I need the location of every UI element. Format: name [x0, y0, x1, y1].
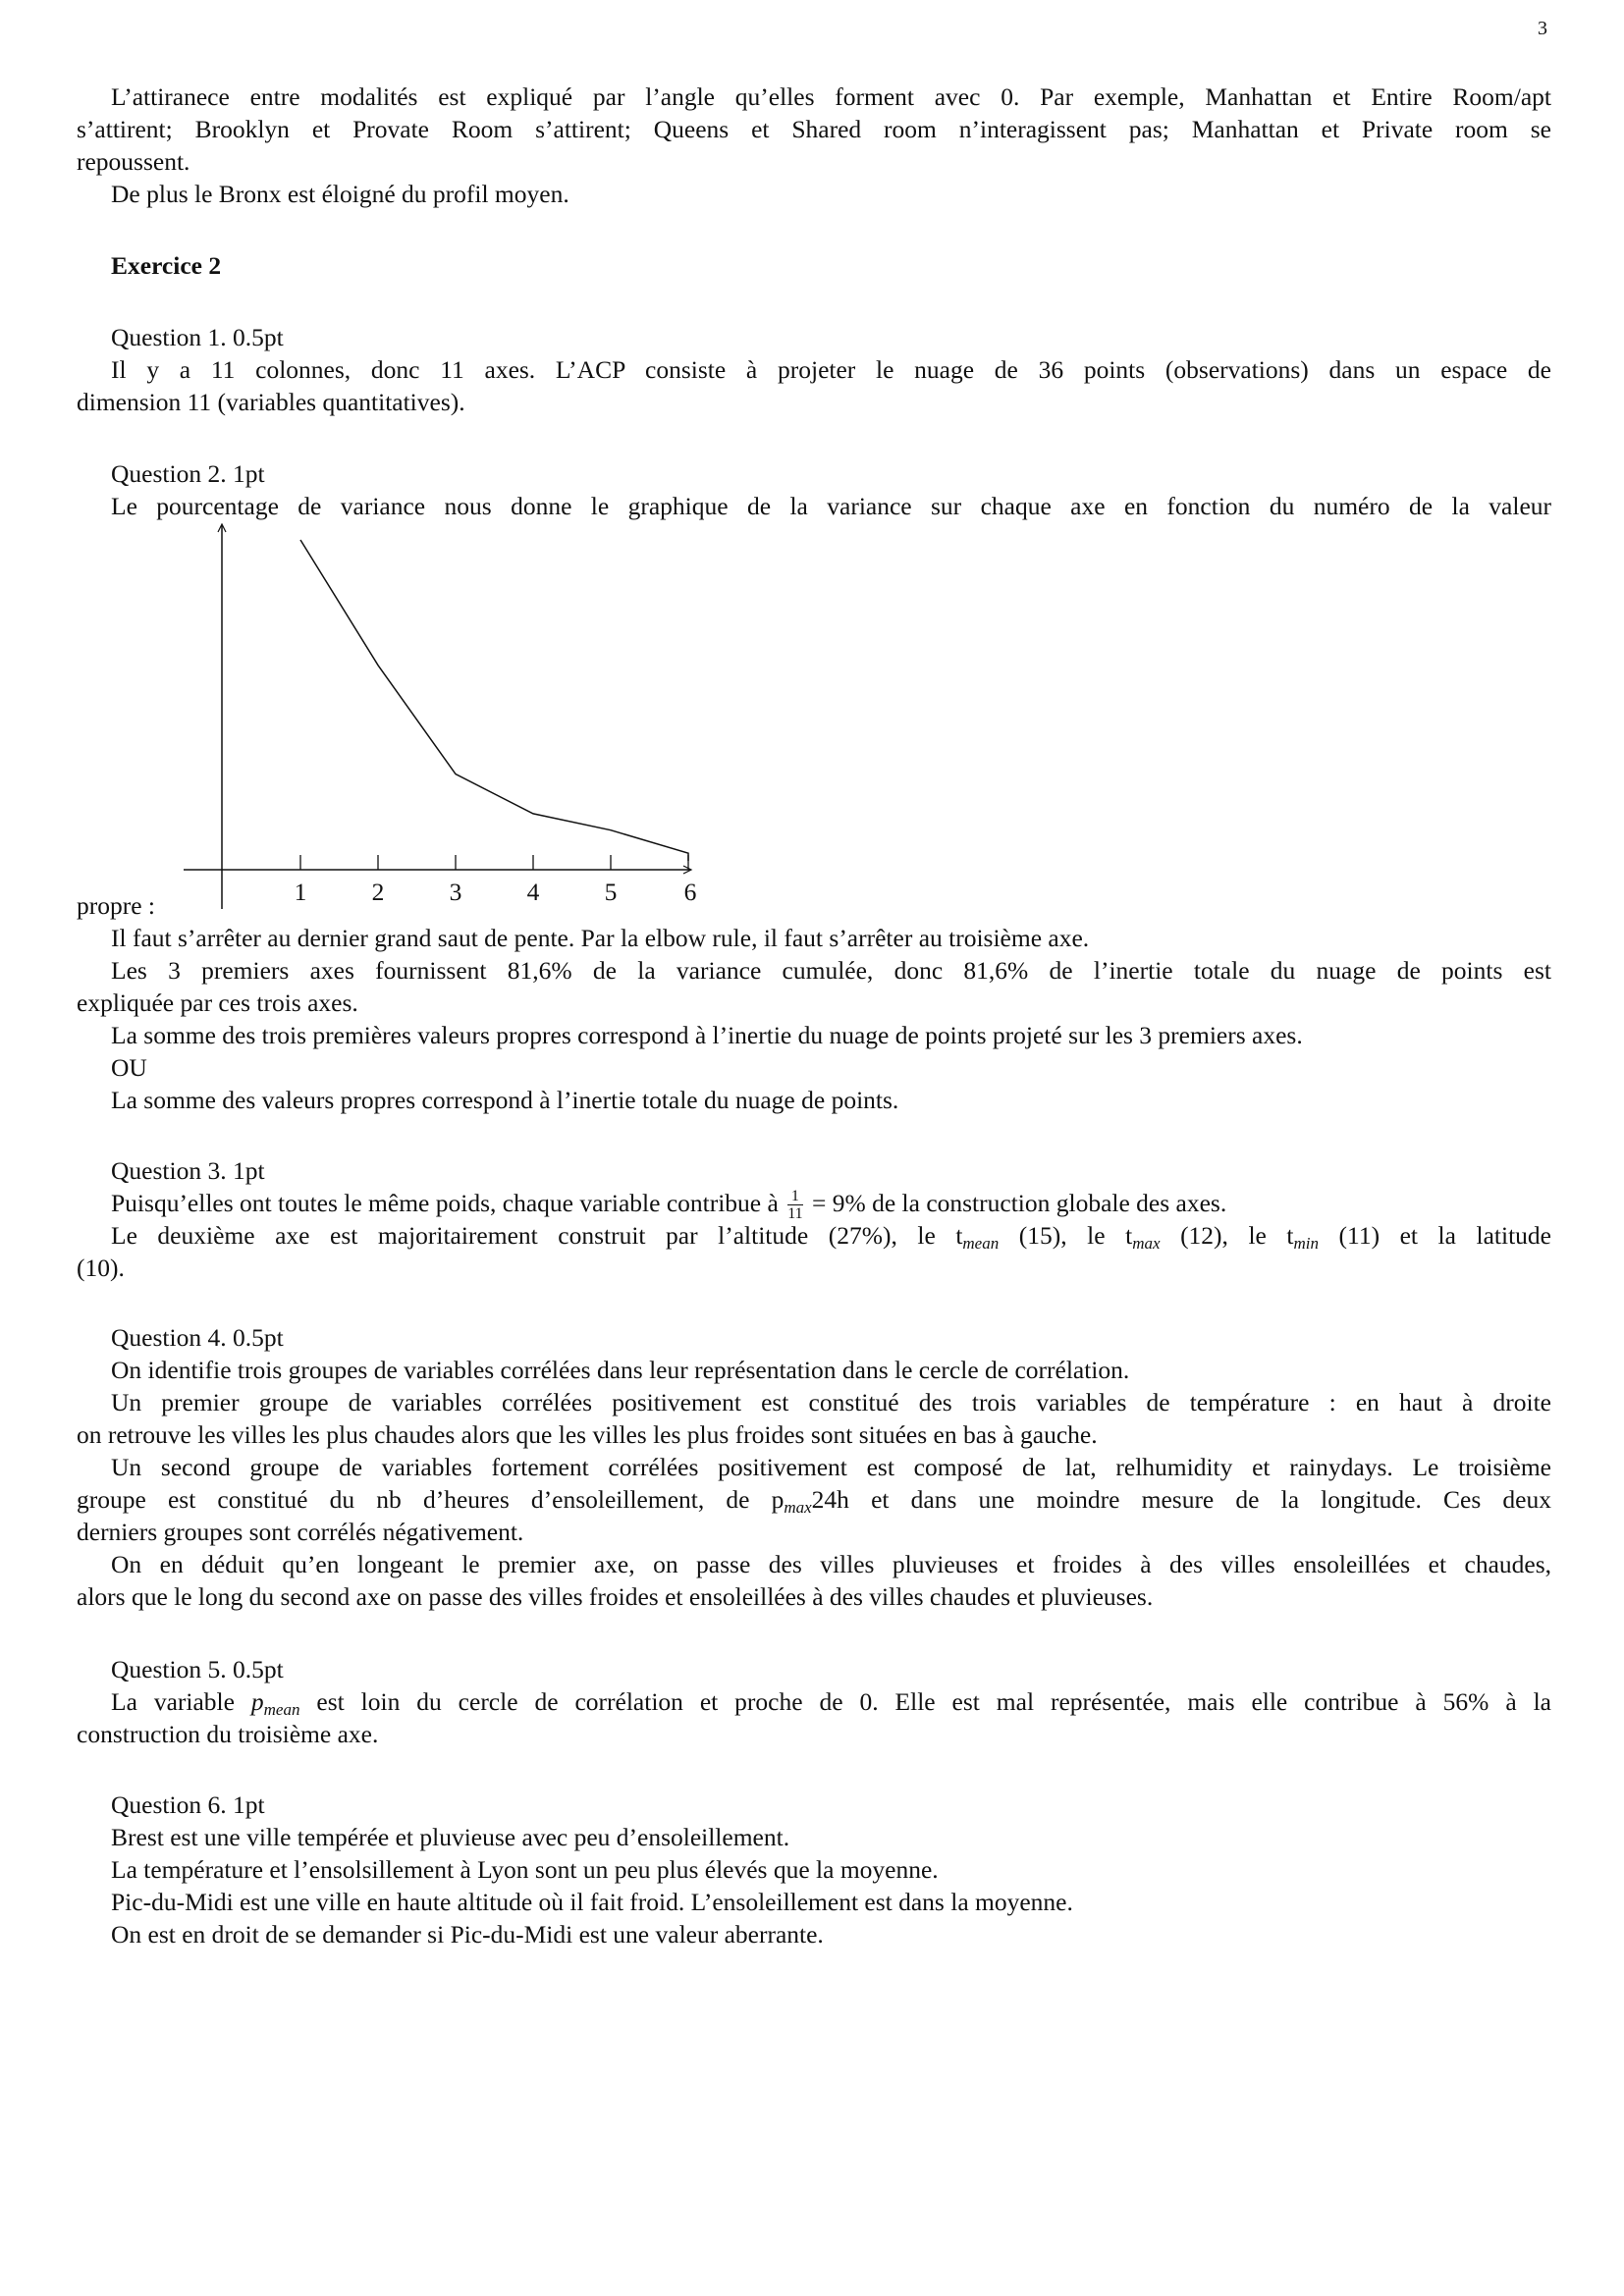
x-tick-label: 1 [294, 878, 307, 906]
exercise-title: Exercice 2 [111, 251, 222, 280]
fraction-denominator: 11 [787, 1205, 803, 1223]
q1-heading: Question 1. 0.5pt [111, 323, 284, 351]
q4-heading: Question 4. 0.5pt [111, 1323, 284, 1352]
subscript: max [784, 1498, 812, 1516]
q4-line-3: on retrouve les villes les plus chaudes alors que les villes les plus froides sont situées en bas à gauche. [77, 1420, 1098, 1449]
subscript: min [1293, 1234, 1319, 1252]
text: est loin du cercle de corrélation et proche de 0. Elle est mal représentée, mais elle contribue à 56% à la [299, 1687, 1551, 1716]
variable: p [250, 1687, 264, 1716]
q6-line-4: On est en droit de se demander si Pic-du-Midi est une valeur aberrante. [111, 1920, 824, 1949]
q2-line-1: Il faut s’arrêter au dernier grand saut de pente. Par la elbow rule, il faut s’arrêter au troisième axe. [111, 924, 1090, 952]
q1-line-1: Il y a 11 colonnes, donc 11 axes. L’ACP consiste à projeter le nuage de 36 points (observations) dans un espace de [111, 355, 1551, 384]
q2-line-5: OU [111, 1053, 147, 1082]
q3-line-2 [111, 1219, 1551, 1252]
q5-line-1 [111, 1685, 1551, 1718]
scree-plot [0, 0, 746, 942]
x-tick-label: 3 [449, 878, 462, 906]
q6-line-1: Brest est une ville tempérée et pluvieuse avec peu d’ensoleillement. [111, 1823, 790, 1851]
q2-line-6: La somme des valeurs propres correspond à l’inertie totale du nuage de points. [111, 1086, 899, 1114]
q5-heading: Question 5. 0.5pt [111, 1655, 284, 1683]
x-tick-label: 4 [526, 878, 540, 906]
text: (11) et la latitude [1319, 1221, 1551, 1250]
text: Le deuxième axe est majoritairement construit par l’altitude (27%), le t [111, 1221, 963, 1250]
q5-line-2: construction du troisième axe. [77, 1720, 379, 1748]
q6-heading: Question 6. 1pt [111, 1790, 265, 1819]
fraction-numerator: 1 [790, 1188, 799, 1205]
x-tick-label: 5 [604, 878, 618, 906]
q4-line-1: On identifie trois groupes de variables corrélées dans leur représentation dans le cercle de corrélation. [111, 1356, 1130, 1384]
q3-line-1-before: Puisqu’elles ont toutes le même poids, chaque variable contribue à [111, 1189, 779, 1217]
q2-line-3: expliquée par ces trois axes. [77, 988, 358, 1017]
q2-line-4: La somme des trois premières valeurs propres correspond à l’inertie du nuage de points projeté sur les 3 premiers axes. [111, 1021, 1303, 1049]
intro-line-2: s’attirent; Brooklyn et Provate Room s’attirent; Queens et Shared room n’interagissent pas; Manhattan et Private room se [77, 115, 1551, 143]
q3-line-1-after: = 9% de la construction globale des axes. [811, 1189, 1227, 1217]
page-number: 3 [1538, 18, 1547, 39]
q6-line-2: La température et l’ensolsillement à Lyon sont un peu plus élevés que la moyenne. [111, 1855, 939, 1884]
x-tick-label: 2 [371, 878, 385, 906]
q3-heading: Question 3. 1pt [111, 1156, 265, 1185]
subscript: max [1132, 1234, 1161, 1252]
q4-line-2: Un premier groupe de variables corrélées positivement est constitué des trois variables de température : en haut à droite [111, 1388, 1551, 1416]
q4-line-4: Un second groupe de variables fortement corrélées positivement est composé de lat, relhumidity et rainydays. Le troisième [111, 1453, 1551, 1481]
intro-line-3: repoussent. [77, 147, 190, 176]
fraction [787, 1189, 802, 1222]
q2-heading: Question 2. 1pt [111, 459, 265, 488]
intro-line-1: L’attiranece entre modalités est expliqué par l’angle qu’elles forment avec 0. Par exemple, Manhattan et Entire Room/apt [111, 82, 1551, 111]
scree-line [300, 540, 688, 861]
intro-line-4: De plus le Bronx est éloigné du profil moyen. [111, 180, 569, 208]
q4-line-5 [77, 1483, 1551, 1516]
q6-line-3: Pic-du-Midi est une ville en haute altitude où il fait froid. L’ensoleillement est dans la moyenne. [111, 1888, 1073, 1916]
text: La variable [111, 1687, 251, 1716]
x-ticks [300, 855, 688, 870]
q2-line-2: Les 3 premiers axes fournissent 81,6% de la variance cumulée, donc 81,6% de l’inertie totale du nuage de points est [111, 956, 1551, 985]
x-tick-label: 6 [683, 878, 697, 906]
text: groupe est constitué du nb d’heures d’ensoleillement, de p [77, 1485, 785, 1514]
q3-line-1 [111, 1187, 1551, 1222]
subscript: mean [962, 1234, 1000, 1252]
q3-line-3: (10). [77, 1254, 125, 1282]
q2-intro-line: Le pourcentage de variance nous donne le graphique de la variance sur chaque axe en fonction du numéro de la valeur [111, 492, 1551, 520]
text: (15), le t [999, 1221, 1133, 1250]
q1-line-2: dimension 11 (variables quantitatives). [77, 388, 465, 416]
subscript: mean [263, 1700, 300, 1718]
q2-trailing-word: propre : [77, 891, 156, 920]
q4-line-7: On en déduit qu’en longeant le premier axe, on passe des villes pluvieuses et froides à des villes ensoleillées et chaudes, [111, 1550, 1551, 1578]
text: 24h et dans une moindre mesure de la longitude. Ces deux [811, 1485, 1551, 1514]
text: (12), le t [1160, 1221, 1294, 1250]
q4-line-8: alors que le long du second axe on passe des villes froides et ensoleillées à des villes chaudes et pluvieuses. [77, 1582, 1154, 1611]
q4-line-6: derniers groupes sont corrélés négativement. [77, 1518, 524, 1546]
